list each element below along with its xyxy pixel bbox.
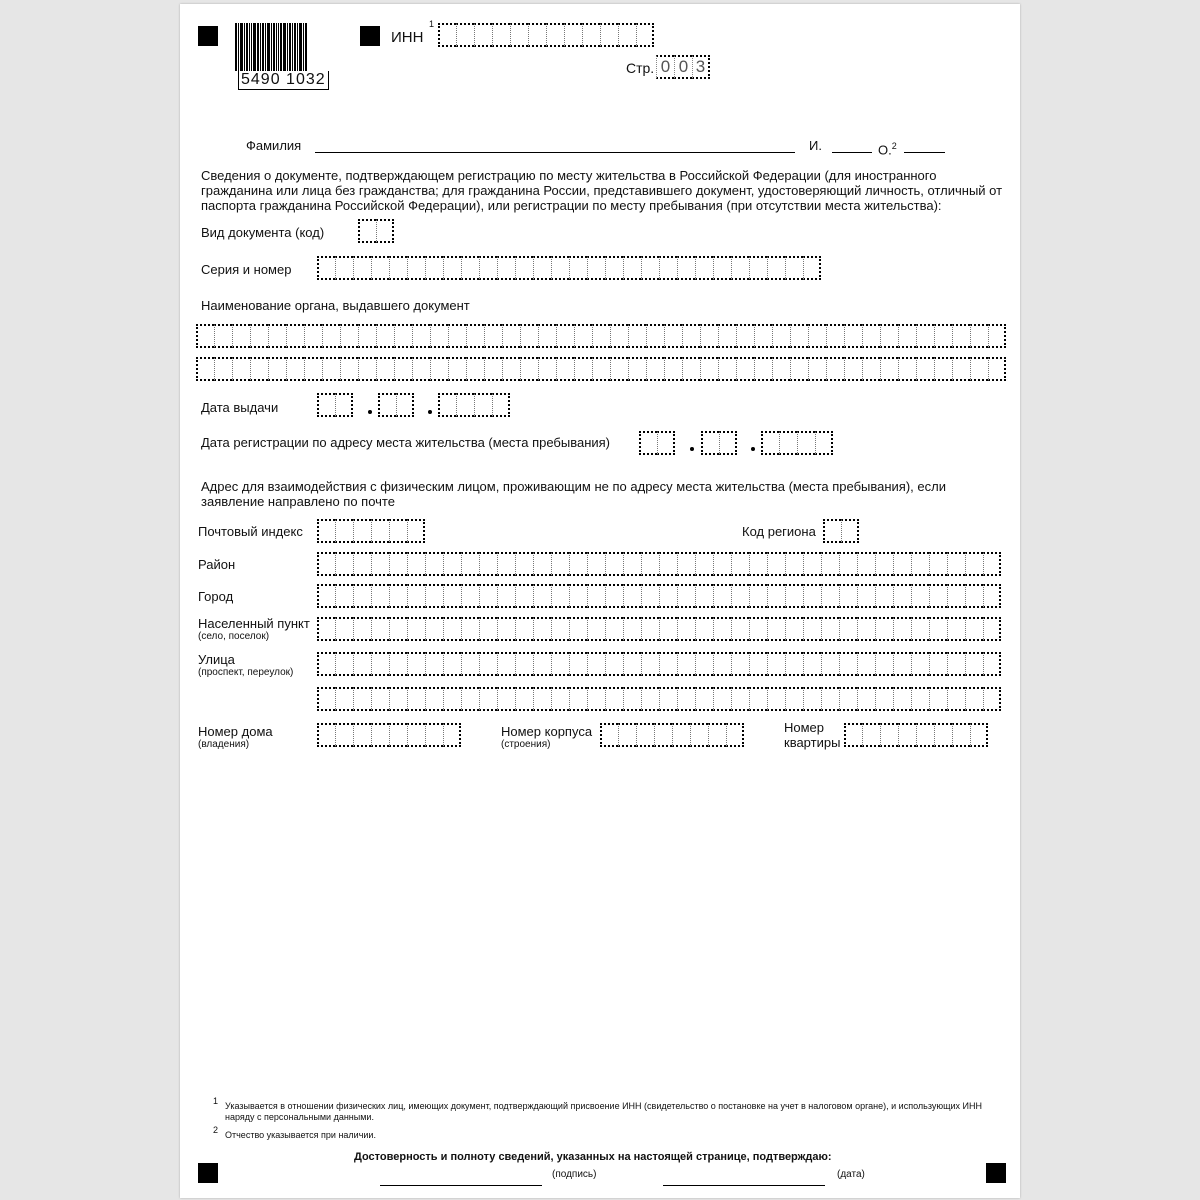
date-separator	[690, 447, 694, 451]
corner-marker-bottom-left	[198, 1163, 218, 1183]
issue-date-day[interactable]	[317, 393, 353, 419]
apartment-cells[interactable]	[844, 723, 988, 749]
date-separator	[368, 410, 372, 414]
street-sublabel: (проспект, переулок)	[198, 667, 294, 678]
series-label: Серия и номер	[201, 262, 292, 277]
building-sublabel: (строения)	[501, 739, 551, 750]
doc-type-cells[interactable]	[358, 219, 394, 245]
city-cells[interactable]	[317, 584, 1001, 610]
corner-marker-bottom-right	[986, 1163, 1006, 1183]
footnote-2-text: Отчество указывается при наличии.	[225, 1130, 376, 1140]
address-section-intro: Адрес для взаимодействия с физическим лицом, проживающим не по адресу места жительства (места пребывания), если заявление направлено по почте	[201, 479, 946, 509]
city-label: Город	[198, 589, 234, 604]
page-label: Стр.	[626, 60, 655, 76]
page-digit: 3	[692, 55, 710, 79]
reg-date-label: Дата регистрации по адресу места жительства (места пребывания)	[201, 435, 611, 450]
reg-date-year[interactable]	[761, 431, 833, 457]
building-cells[interactable]	[600, 723, 744, 749]
inn-footnote-mark: 1	[429, 19, 435, 29]
apartment-label-line-1: Номер	[784, 720, 825, 735]
confirmation-title: Достоверность и полноту сведений, указанных на настоящей странице, подтверждаю:	[354, 1151, 832, 1163]
region-code-label: Код региона	[742, 524, 816, 539]
region-code-cells[interactable]	[823, 519, 859, 545]
inn-cells[interactable]	[438, 23, 654, 49]
footnote-1-text: Указывается в отношении физических лиц, имеющих документ, подтверждающий присвоение ИНН (свидетельство о постановке на учет в налоговом органе), и использующих ИНН наряду с персональными данными.	[225, 1101, 982, 1122]
surname-field[interactable]	[315, 152, 795, 153]
date-label: (дата)	[837, 1169, 865, 1180]
street-label: Улица	[198, 652, 235, 667]
street-cells-row-1[interactable]	[317, 652, 1001, 678]
doc-type-label: Вид документа (код)	[201, 225, 325, 240]
page-digit: 0	[674, 55, 692, 79]
issuer-cells-row-2[interactable]	[196, 357, 1006, 383]
district-label: Район	[198, 557, 236, 572]
surname-label: Фамилия	[246, 138, 302, 153]
settlement-cells[interactable]	[317, 617, 1001, 643]
building-label: Номер корпуса	[501, 724, 593, 739]
postcode-label: Почтовый индекс	[198, 524, 303, 539]
patronymic-label: О.$^2$	[878, 141, 897, 158]
footnote-2-mark: 2	[213, 1125, 219, 1135]
street-cells-row-2[interactable]	[317, 687, 1001, 713]
reg-date-month[interactable]	[701, 431, 737, 457]
issue-date-label: Дата выдачи	[201, 400, 279, 415]
corner-marker-top-center	[360, 26, 380, 46]
barcode-number: 5490 1032	[238, 71, 329, 90]
document-section-intro: Сведения о документе, подтверждающем регистрацию по месту жительства в Российской Федерации (для иностранного гражданина или лица без гражданства; для гражданина России, представившего документ, удостоверяющий личность, отличный от паспорта гражданина Российской Федерации), или регистрации по месту пребывания (при отсутствии места жительства):	[201, 168, 1003, 213]
postcode-cells[interactable]	[317, 519, 425, 545]
issue-date-month[interactable]	[378, 393, 414, 419]
date-line[interactable]	[663, 1185, 825, 1186]
apartment-label-line-2: квартиры	[784, 735, 841, 750]
district-cells[interactable]	[317, 552, 1001, 578]
initial-label: И.	[809, 138, 822, 153]
initial-field[interactable]	[832, 152, 872, 153]
page-digit: 0	[656, 55, 674, 79]
issuer-cells-row-1[interactable]	[196, 324, 1006, 350]
date-separator	[428, 410, 432, 414]
form-page	[180, 4, 1020, 1198]
reg-date-day[interactable]	[639, 431, 675, 457]
issue-date-year[interactable]	[438, 393, 510, 419]
signature-line[interactable]	[380, 1185, 542, 1186]
page-number-cells	[656, 55, 710, 81]
barcode	[235, 23, 308, 71]
signature-label: (подпись)	[552, 1169, 597, 1180]
corner-marker-top-left	[198, 26, 218, 46]
patronymic-field[interactable]	[904, 152, 945, 153]
house-sublabel: (владения)	[198, 739, 250, 750]
settlement-sublabel: (село, поселок)	[198, 631, 270, 642]
series-cells[interactable]	[317, 256, 821, 282]
inn-label: ИНН	[391, 29, 424, 46]
house-cells[interactable]	[317, 723, 461, 749]
house-label: Номер дома	[198, 724, 273, 739]
settlement-label: Населенный пункт	[198, 616, 310, 631]
date-separator	[751, 447, 755, 451]
footnote-1-mark: 1	[213, 1096, 219, 1106]
issuer-label: Наименование органа, выдавшего документ	[201, 298, 470, 313]
